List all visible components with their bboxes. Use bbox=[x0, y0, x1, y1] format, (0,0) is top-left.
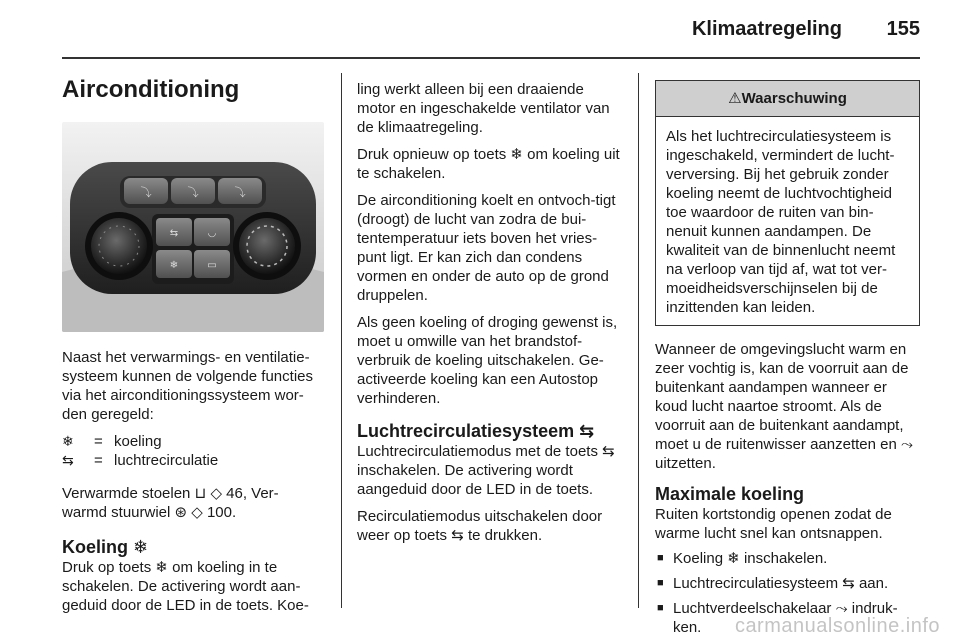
panel-illustration bbox=[62, 122, 324, 332]
legend-equals: = bbox=[94, 433, 103, 450]
legend-label: koeling bbox=[114, 433, 162, 450]
legend-row-koeling bbox=[62, 432, 222, 451]
svg-text:⤵: ⤵ bbox=[140, 187, 152, 199]
legend-row-luchtrecirculatie bbox=[62, 451, 222, 470]
cross-ref-line-2: warmd stuurwiel ⊛ ◇ 100. bbox=[62, 504, 237, 521]
header-divider bbox=[62, 57, 920, 59]
koeling-off-paragraph: Druk opnieuw op toets ❄ om koeling uit te schakelen. bbox=[357, 146, 620, 182]
page-number: 155 bbox=[886, 18, 920, 40]
list-item: ■ Luchtverdeelschakelaar ⤳ indruk-ken. bbox=[655, 599, 920, 637]
svg-text:◡: ◡ bbox=[207, 228, 217, 239]
recirculation-on-paragraph: Luchtrecirculatiemodus met de toets ⇆ inschakelen. De activering wordt aangeduid door de LED in de toets. bbox=[357, 443, 615, 498]
koeling-paragraph: Druk op toets ❄ om koeling in te schakelen. De activering wordt aan-geduid door de LED in de toets. Koe- bbox=[62, 559, 309, 614]
snowflake-icon: ❄ bbox=[62, 433, 74, 449]
column-2 bbox=[357, 80, 622, 553]
column-divider-1 bbox=[341, 73, 342, 608]
svg-text:⇆: ⇆ bbox=[169, 228, 179, 239]
subheading-koeling: Koeling ❄ bbox=[62, 537, 149, 557]
cross-ref-line-1: Verwarmde stoelen ⊔ ◇ 46, Ver- bbox=[62, 485, 279, 502]
running-header-title: Klimaatregeling bbox=[691, 18, 842, 40]
koeling-continued-paragraph: ling werkt alleen bij een draaiende motor en ingeschakelde ventilator van de klimaatregeling. bbox=[357, 81, 610, 136]
svg-text:❄: ❄ bbox=[169, 260, 179, 271]
condensation-paragraph: De airconditioning koelt en ontvoch-tigt (droogt) de lucht van zodra de bui-tentemperatuur iets boven het vries-punt ligt. Er kan zich dan condens vormen en onder de auto op de grond druppelen. bbox=[357, 192, 616, 304]
climate-control-panel-photo bbox=[62, 122, 324, 332]
watermark: carmanualsonline.info bbox=[734, 615, 940, 637]
column-1 bbox=[62, 64, 324, 623]
legend-equals: = bbox=[94, 452, 103, 469]
list-item: ■ Luchtrecirculatiesysteem ⇆ aan. bbox=[655, 574, 920, 593]
warning-box bbox=[655, 80, 920, 326]
section-title-airconditioning: Airconditioning bbox=[62, 76, 240, 103]
svg-text:⤵: ⤵ bbox=[234, 187, 246, 199]
max-cooling-paragraph: Ruiten kortstondig openen zodat de warme lucht snel kan ontsnappen. bbox=[655, 506, 892, 542]
list-item: ■ Koeling ❄ inschakelen. bbox=[655, 549, 920, 568]
fuel-paragraph: Als geen koeling of droging gewenst is, moet u omwille van het brandstof-verbruik de koeling uitschakelen. Ge-activeerde koeling kan een Autostop verhinderen. bbox=[357, 314, 618, 407]
warning-title: ⚠Waarschuwing bbox=[656, 81, 919, 117]
legend-label: luchtrecirculatie bbox=[114, 452, 219, 469]
warning-text: Als het luchtrecirculatiesysteem is ingeschakeld, vermindert de lucht-verversing. Bij het gebruik zonder koeling neemt de luchtvochtigheid toe waardoor de ruiten van bin-nenuit kunnen aandampen. De kwaliteit van de binnenlucht neemt na verloop van tijd af, wat tot ver-moeidheidsverschijnselen bij de inzittenden kan leiden. bbox=[666, 128, 896, 316]
column-divider-2 bbox=[638, 73, 639, 608]
subheading-luchtrecirculatiesysteem: Luchtrecirculatiesysteem ⇆ bbox=[357, 421, 595, 441]
svg-text:⤵: ⤵ bbox=[187, 187, 199, 199]
recirculation-off-paragraph: Recirculatiemodus uitschakelen door weer op toets ⇆ te drukken. bbox=[357, 508, 603, 544]
cross-reference-paragraph bbox=[62, 484, 324, 522]
symbol-legend bbox=[62, 432, 222, 470]
windscreen-paragraph: Wanneer de omgevingslucht warm en zeer vochtig is, kan de voorruit aan de buitenkant aandampen wanneer er koud lucht naartoe stroomt. Als de voorruit aan de buitenkant aandampt, moet u de ruitenwisser aanzetten en ⤳ uitzetten. bbox=[655, 341, 913, 472]
intro-paragraph: Naast het verwarmings- en ventilatie-systeem kunnen de volgende functies via het airconditioningssysteem wor-den geregeld: bbox=[62, 349, 313, 423]
subheading-maximale-koeling: Maximale koeling bbox=[655, 484, 805, 504]
svg-text:▭: ▭ bbox=[207, 260, 217, 271]
column-3 bbox=[655, 78, 920, 643]
recirculation-icon: ⇆ bbox=[62, 452, 74, 468]
